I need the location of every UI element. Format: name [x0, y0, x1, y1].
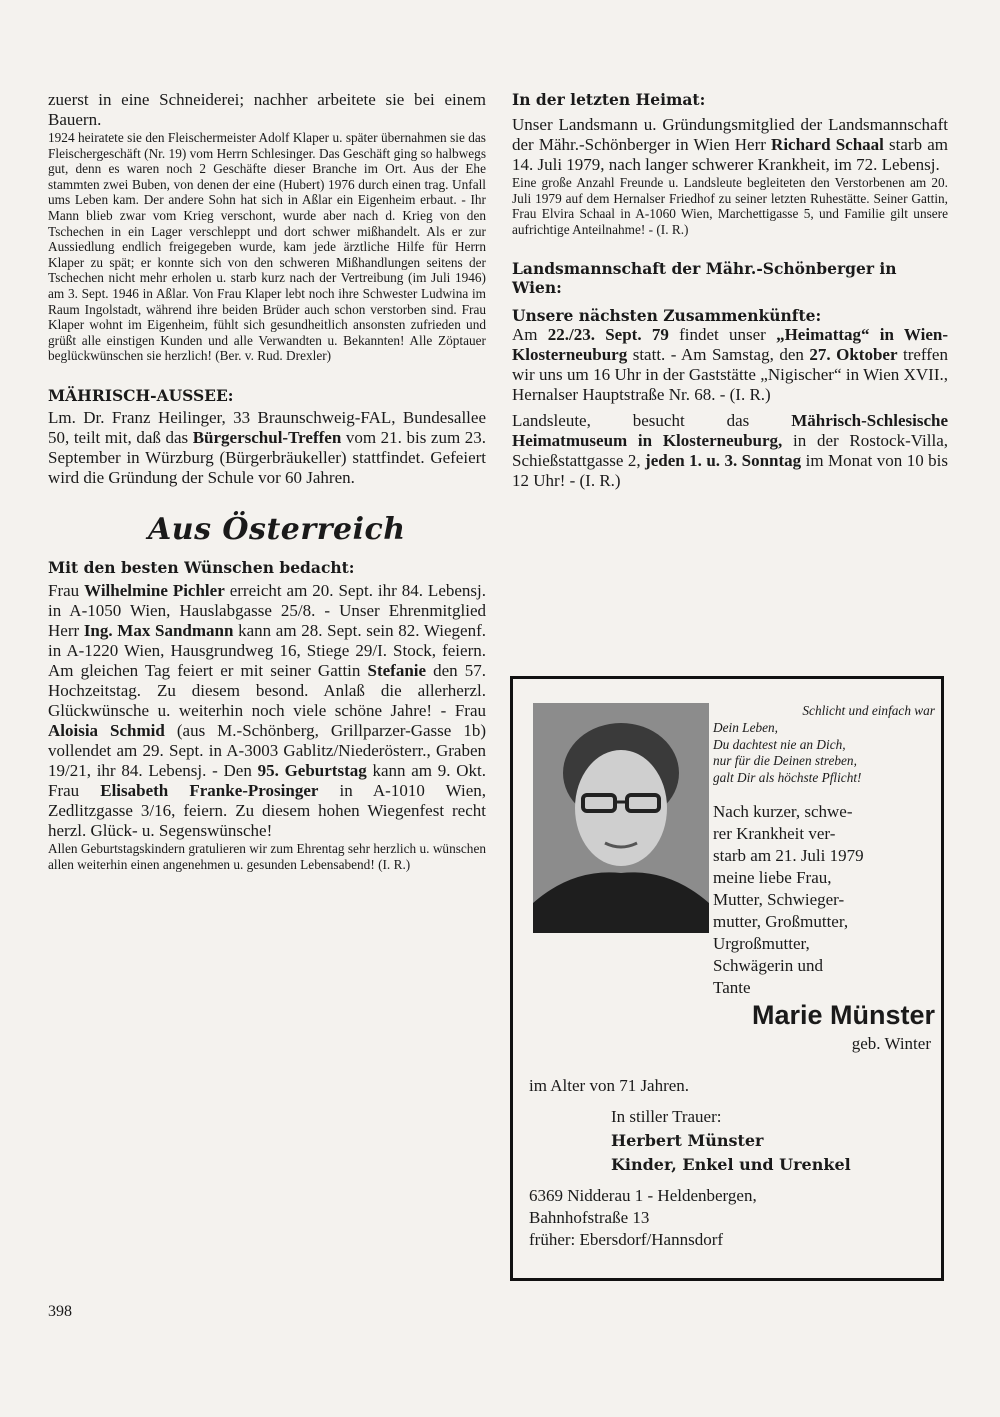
- message-line: starb am 21. Juli 1979: [713, 846, 864, 865]
- verse: [713, 703, 935, 787]
- heading-best-wishes: Mit den besten Wünschen bedacht:: [48, 557, 355, 577]
- portrait-illustration: [533, 703, 709, 933]
- deceased-name: Marie Münster: [751, 1000, 935, 1030]
- heading-maehrisch-aussee: MÄHRISCH-AUSSEE:: [48, 385, 234, 405]
- address-line: Bahnhofstraße 13: [529, 1208, 650, 1227]
- heading-letzte-heimat: In der letzten Heimat:: [512, 90, 706, 109]
- verse-line: Schlicht und einfach war: [802, 703, 935, 718]
- verse-line: Dein Leben,: [713, 719, 778, 735]
- verse-line: galt Dir als höchste Pflicht!: [713, 770, 862, 786]
- birthday-closing-paragraph: Allen Geburtstagskindern gratulieren wir zum Ehrentag sehr herzlich u. wünschen allen weiterhin einen angenehmen u. gesunden Lebensabend! (I. R.): [48, 840, 486, 872]
- address: [529, 1185, 757, 1251]
- mourner-line: Herbert Münster: [611, 1131, 764, 1150]
- klaper-paragraph: 1924 heiratete sie den Fleischermeister Adolf Klaper u. später übernahmen sie das Fleischergeschäft (Nr. 19) vom Herrn Schlesinger. Das Geschäft ging so halbwegs gut, denn es waren noch 2 Geschäfte dieser Branche im Ort. Aus der Ehe stammten zwei Buben, von denen der eine (Hubert) 1976 durch einen trag. Unfall ums Leben kam. Der andere Sohn hat sich in Aßlar ein Eigenheim erbaut. - Ihr Mann blieb zwar vom Krieg verschont, wurde aber nach d. Krieg von den Tschechen in ein Lager verschleppt und dort schwer mißhandelt. Als er zur Aussiedlung endlich freigegeben wurde, kam jede ärztliche Hilfe für Herrn Klaper zu spät; er konnte sich von den schweren Mißhandlungen seitens der Tschechen nicht mehr erholen u. starb kurz nach der Vertreibung (im Juli 1946) am 3. Sept. 1946 in Aßlar. Von Frau Klaper lebt noch ihre Schwester Ludwina im Raum Ingolstadt, während ihre beiden Brüder auch schon verstorben sind. Frau Klaper wohnt im Eigenheim, fühlt sich gesundheitlich ansonsten zufrieden und grüßt alle einstigen Kunden und alle Verwandten u. Bekannten! Alle Zöptauer beglückwünschen sie herzlich! (Ber. v. Rud. Drexler): [48, 130, 486, 364]
- mourner-line: Kinder, Enkel und Urenkel: [611, 1155, 851, 1174]
- verse-line: Du dachtest nie an Dich,: [713, 736, 846, 752]
- funeral-paragraph: Eine große Anzahl Freunde u. Landsleute begleiteten den Verstorbenen am 20. Juli 1979 auf dem Hernalser Friedhof zu seiner letzten Ruhestätte. Seiner Gattin, Frau Elvira Schaal in A-1060 Wien, Marchettigasse 5, und Familie gilt unsere aufrichtige Anteilnahme! - (I. R.): [512, 175, 948, 237]
- museum-paragraph: Landsleute, besucht das Mährisch-Schlesische Heimatmuseum in Klosterneuburg, in der Rostock-Villa, Schießstattgasse 2, jeden 1. u. 3. Sonntag im Monat von 10 bis 12 Uhr! - (I. R.): [512, 411, 949, 491]
- mourners: [611, 1129, 851, 1177]
- heading-next-meetings: Unsere nächsten Zusammenkünfte:: [512, 306, 822, 326]
- age-line: im Alter von 71 Jahren.: [529, 1076, 690, 1095]
- aussee-paragraph: Lm. Dr. Franz Heilinger, 33 Braunschweig-FAL, Bundesallee 50, teilt mit, daß das Bürgerschul-Treffen vom 21. bis zum 23. September in Würzburg (Bürgerbräukeller) stattfindet. Gefeiert wird die Gründung der Schule vor 60 Jahren.: [48, 407, 486, 487]
- message-line: Nach kurzer, schwe-: [713, 802, 853, 821]
- obituary-notice: [510, 676, 944, 1281]
- message-line: Urgroßmutter,: [713, 934, 810, 953]
- maiden-name: geb. Winter: [851, 1034, 931, 1053]
- intro-paragraph: zuerst in eine Schneiderei; nachher arbeitete sie bei einem Bauern.: [48, 90, 486, 129]
- message-line: Mutter, Schwieger-: [713, 890, 845, 909]
- left-column: [48, 90, 486, 872]
- schaal-paragraph: Unser Landsmann u. Gründungsmitglied der Landsmannschaft der Mähr.-Schönberger in Wien Herr Richard Schaal starb am 14. Juli 1979, nach langer schwerer Krankheit, im 72. Lebensj.: [512, 115, 948, 174]
- message-line: Schwägerin und: [713, 956, 824, 975]
- message-line: Tante: [713, 978, 751, 997]
- heading-landsmannschaft: Landsmannschaft der Mähr.-Schönberger in Wien:: [512, 259, 897, 298]
- birthday-paragraph: Frau Wilhelmine Pichler erreicht am 20. Sept. ihr 84. Lebensj. in A-1050 Wien, Hauslabgasse 25/8. - Unser Ehrenmitglied Herr Ing. Max Sandmann kann am 28. Sept. sein 82. Wiegenf. in A-1220 Wien, Hausgrundweg 16, Stiege 29/I. Stock, feiern. Am gleichen Tag feiert er mit seiner Gattin Stefanie den 57. Hochzeitstag. Zu diesem besond. Anlaß die allerherzl. Glückwünsche u. weiterhin noch viele schöne Jahre! - Frau Aloisia Schmid (aus M.-Schönberg, Grillparzer-Gasse 1b) vollendet am 29. Sept. in A-3003 Gablitz/Niederösterr., Graben 19/21, ihr 84. Lebensj. - Den 95. Geburtstag kann am 9. Okt. Frau Elisabeth Franke-Prosinger in A-1010 Wien, Zedlitzgasse 3/16, feiern. Zu diesem hohen Wiegenfest recht herzl. Glück- u. Segenswünsche!: [48, 580, 487, 840]
- message-line: meine liebe Frau,: [713, 868, 832, 887]
- verse-line: nur für die Deinen streben,: [713, 753, 857, 769]
- message-line: rer Krankheit ver-: [713, 824, 836, 843]
- section-title-aus-oesterreich: Aus Österreich: [148, 511, 406, 547]
- meetings-paragraph: Am 22./23. Sept. 79 findet unser „Heimattag“ in Wien-Klosterneuburg statt. - Am Samstag, den 27. Oktober treffen wir uns um 16 Uhr in der Gaststätte „Nigischer“ in Wien XVII., Hernalser Hauptstraße Nr. 68. - (I. R.): [512, 325, 948, 405]
- mourning-line: In stiller Trauer:: [611, 1107, 722, 1126]
- message-line: mutter, Großmutter,: [713, 912, 849, 931]
- page-number: 398: [48, 1303, 72, 1320]
- death-message: [713, 801, 935, 999]
- portrait-photo: [533, 703, 709, 933]
- address-line: früher: Ebersdorf/Hannsdorf: [529, 1230, 724, 1249]
- right-column: [512, 90, 948, 491]
- address-line: 6369 Nidderau 1 - Heldenbergen,: [529, 1186, 757, 1205]
